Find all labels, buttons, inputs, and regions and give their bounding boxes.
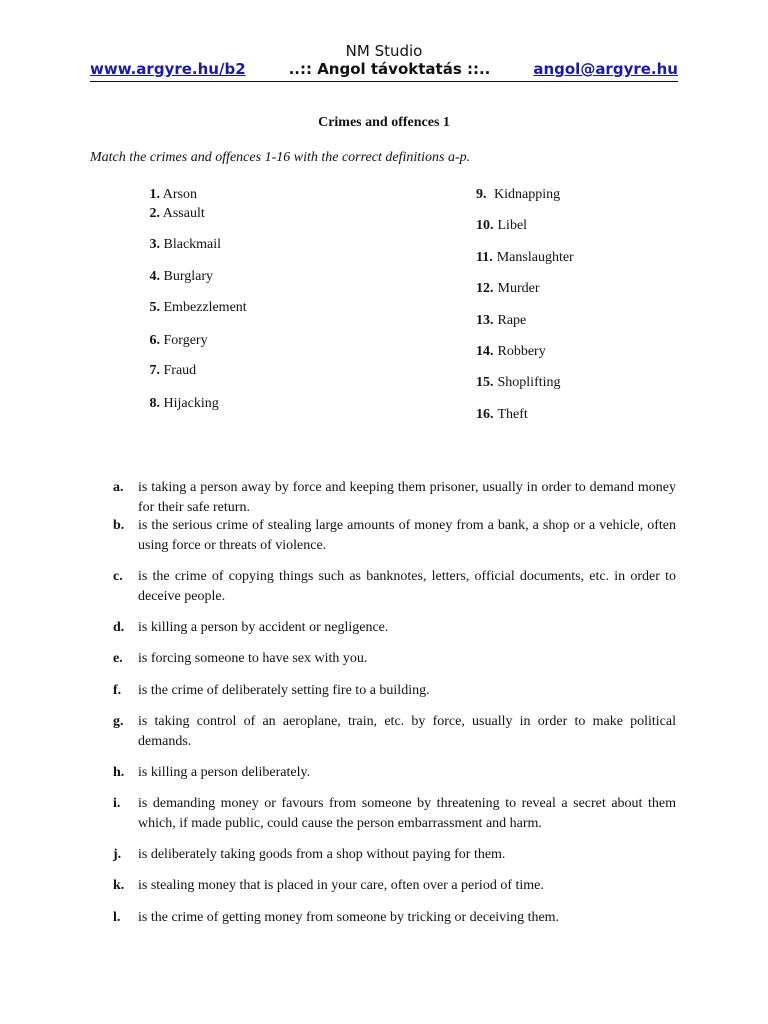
header-tagline: ..:: Angol távoktatás ::..: [288, 60, 491, 78]
crime-item: 2. Assault: [149, 206, 205, 221]
definition-item: h. is killing a person deliberately.: [113, 765, 311, 780]
crime-item: 3. Blackmail: [149, 237, 222, 252]
crime-item: 7. Fraud: [149, 363, 197, 378]
definition-item: e. is forcing someone to have sex with you.: [113, 651, 368, 666]
instruction-text: Match the crimes and offences 1-16 with the correct definitions a-p.: [90, 150, 471, 165]
studio-name: NM Studio: [345, 42, 423, 60]
crime-item: 5. Embezzlement: [149, 300, 247, 315]
crime-item: 8. Hijacking: [149, 396, 219, 411]
crime-item: 13. Rape: [476, 313, 527, 328]
crime-item: 12. Murder: [476, 281, 540, 296]
definition-item: b. is the serious crime of stealing large amounts of money from a bank, a shop or a vehicle, often using force or threats of violence.: [113, 518, 676, 553]
crime-item: 1. Arson: [149, 187, 197, 202]
page-header: [90, 42, 678, 82]
crime-item: 4. Burglary: [149, 269, 214, 284]
website-link[interactable]: www.argyre.hu/b2: [90, 60, 246, 78]
definition-item: l. is the crime of getting money from someone by tricking or deceiving them.: [113, 910, 560, 925]
crime-item: 14. Robbery: [476, 344, 546, 359]
definition-item: k. is stealing money that is placed in your care, often over a period of time.: [113, 878, 544, 893]
crime-item: 16. Theft: [476, 407, 528, 422]
page-title: Crimes and offences 1: [318, 115, 450, 130]
definition-item: a. is taking a person away by force and keeping them prisoner, usually in order to demand money for their safe return.: [113, 480, 676, 515]
definition-item: f. is the crime of deliberately setting fire to a building.: [113, 683, 430, 698]
definition-item: g. is taking control of an aeroplane, train, etc. by force, usually in order to make political demands.: [113, 714, 676, 749]
crime-item: 11. Manslaughter: [476, 250, 574, 265]
crime-item: 9. Kidnapping: [476, 187, 561, 202]
crime-item: 10. Libel: [476, 218, 528, 233]
crime-item: 6. Forgery: [149, 333, 208, 348]
header-line: [90, 60, 678, 82]
email-link[interactable]: angol@argyre.hu: [533, 60, 678, 78]
definition-item: i. is demanding money or favours from someone by threatening to reveal a secret about them which, if made public, could cause the person embarrassment and harm.: [113, 796, 676, 831]
definition-item: j. is deliberately taking goods from a shop without paying for them.: [113, 847, 506, 862]
definition-item: d. is killing a person by accident or negligence.: [113, 620, 389, 635]
crime-item: 15. Shoplifting: [476, 375, 561, 390]
definition-item: c. is the crime of copying things such as banknotes, letters, official documents, etc. in order to deceive people.: [113, 569, 676, 604]
